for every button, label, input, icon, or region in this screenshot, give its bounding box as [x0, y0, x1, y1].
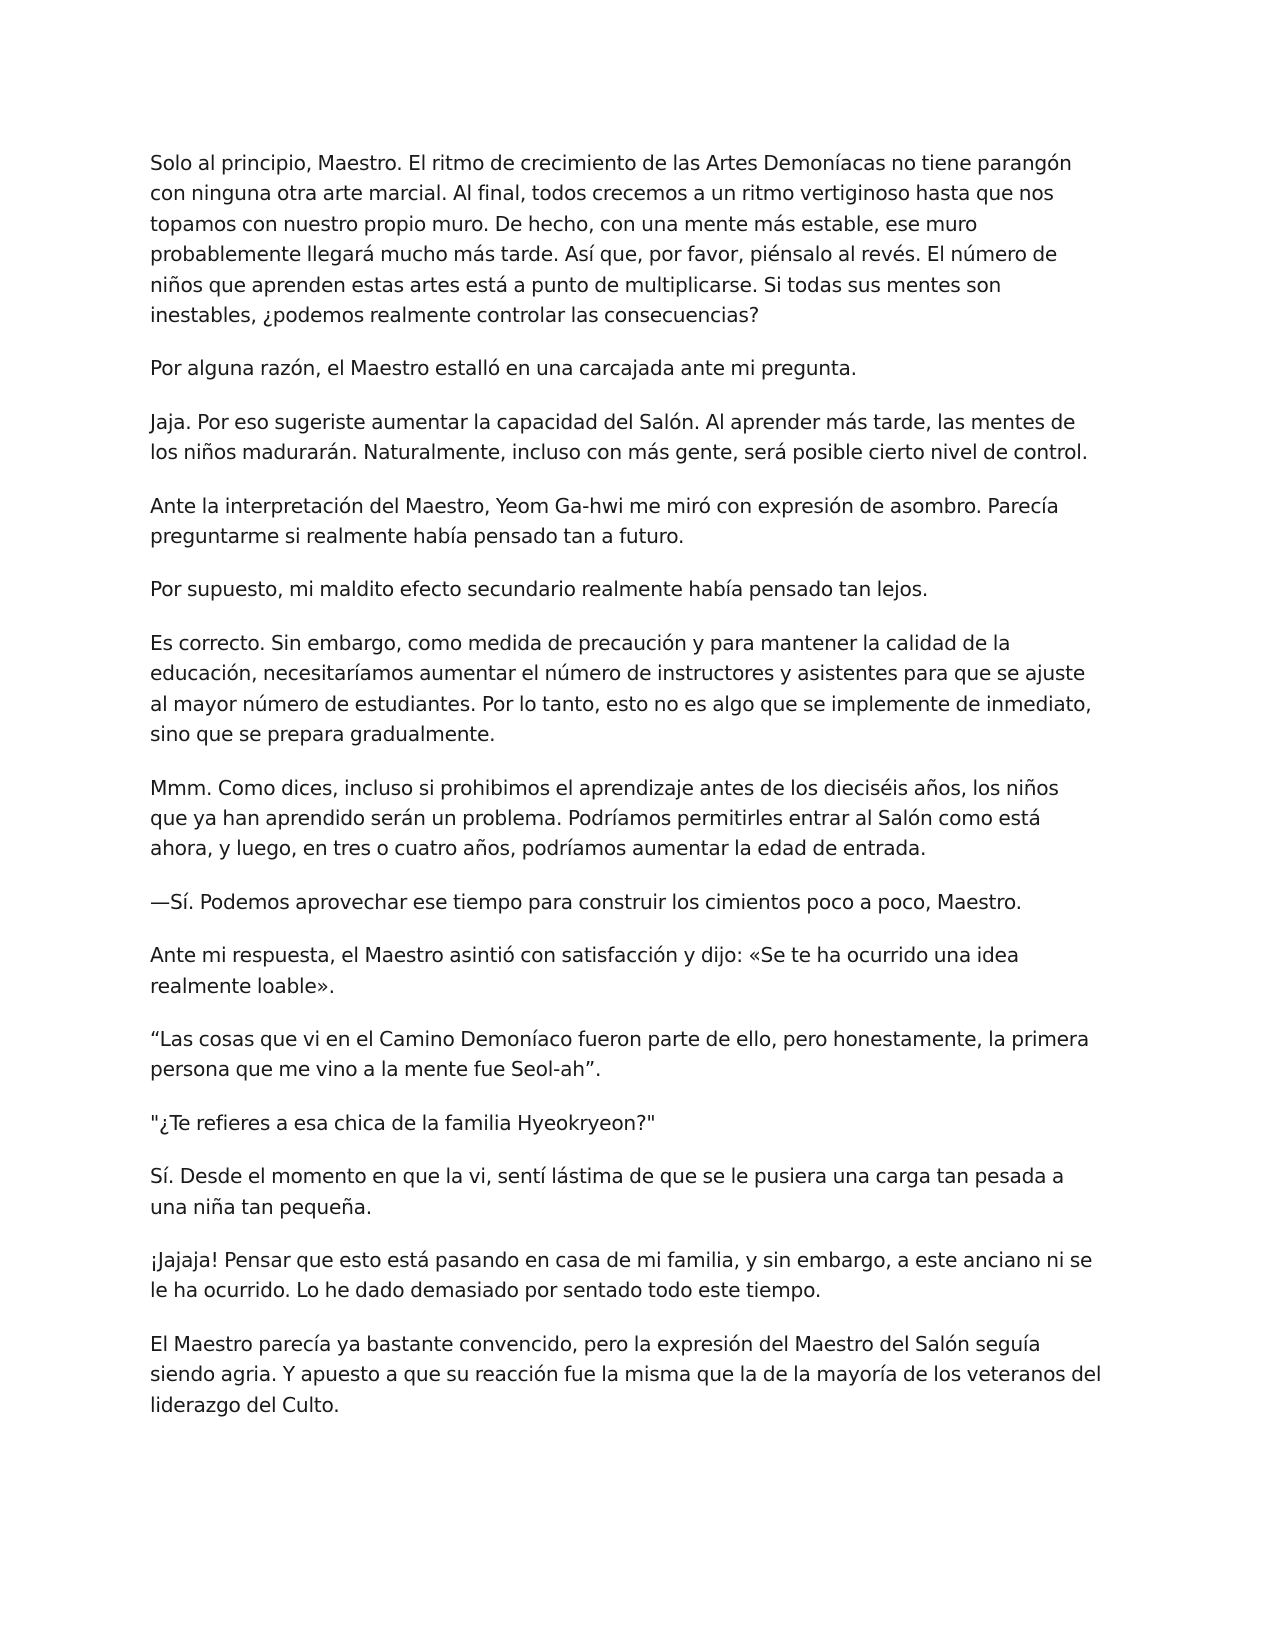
paragraph: Por alguna razón, el Maestro estalló en una carcajada ante mi pregunta. [150, 356, 857, 381]
paragraph: Solo al principio, Maestro. El ritmo de crecimiento de las Artes Demoníacas no tiene parangón con ninguna otra arte marcial. Al final, todos crecemos a un ritmo vertiginoso hasta que nos topamos con nuestro propio muro. De hecho, con una mente más estable, ese muro probablemente llegará mucho más tarde. Así que, por favor, piénsalo al revés. El número de niños que aprenden estas artes está a punto de multiplicarse. Si todas sus mentes son inestables, ¿podemos realmente controlar las consecuencias? [150, 151, 1072, 328]
paragraph: El Maestro parecía ya bastante convencido, pero la expresión del Maestro del Salón seguía siendo agria. Y apuesto a que su reacción fue la misma que la de la mayoría de los veteranos del liderazgo del Culto. [150, 1331, 1102, 1417]
paragraph: Sí. Desde el momento en que la vi, sentí lástima de que se le pusiera una carga tan pesada a una niña tan pequeña. [150, 1164, 1065, 1219]
paragraph: “Las cosas que vi en el Camino Demoníaco fueron parte de ello, pero honestamente, la primera persona que me vino a la mente fue Seol-ah”. [150, 1026, 1089, 1082]
paragraph: Ante mi respuesta, el Maestro asintió con satisfacción y dijo: «Se te ha ocurrido una idea realmente loable». [150, 943, 1019, 998]
paragraph: —Sí. Podemos aprovechar ese tiempo para construir los cimientos poco a poco, Maestro. [150, 889, 1022, 914]
paragraph: Ante la interpretación del Maestro, Yeom Ga-hwi me miró con expresión de asombro. Parecía preguntarme si realmente había pensado tan a futuro. [150, 493, 1059, 549]
paragraph: Por supuesto, mi maldito efecto secundario realmente había pensado tan lejos. [150, 577, 929, 602]
document-page [150, 148, 1135, 1443]
paragraph: Mmm. Como dices, incluso si prohibimos el aprendizaje antes de los dieciséis años, los niños que ya han aprendido serán un problema. Podríamos permitirles entrar al Salón como está ahora, y luego, en tres o cuatro años, podríamos aumentar la edad de entrada. [150, 775, 1059, 861]
paragraph: "¿Te refieres a esa chica de la familia Hyeokryeon?" [150, 1110, 656, 1135]
paragraph: ¡Jajaja! Pensar que esto está pasando en casa de mi familia, y sin embargo, a este anciano ni se le ha ocurrido. Lo he dado demasiado por sentado todo este tiempo. [150, 1247, 1093, 1303]
paragraph: Es correcto. Sin embargo, como medida de precaución y para mantener la calidad de la educación, necesitaríamos aumentar el número de instructores y asistentes para que se ajuste al mayor número de estudiantes. Por lo tanto, esto no es algo que se implemente de inmediato, sino que se prepara gradualmente. [150, 630, 1092, 747]
paragraph: Jaja. Por eso sugeriste aumentar la capacidad del Salón. Al aprender más tarde, las mentes de los niños madurarán. Naturalmente, incluso con más gente, será posible cierto nivel de control. [150, 409, 1088, 465]
